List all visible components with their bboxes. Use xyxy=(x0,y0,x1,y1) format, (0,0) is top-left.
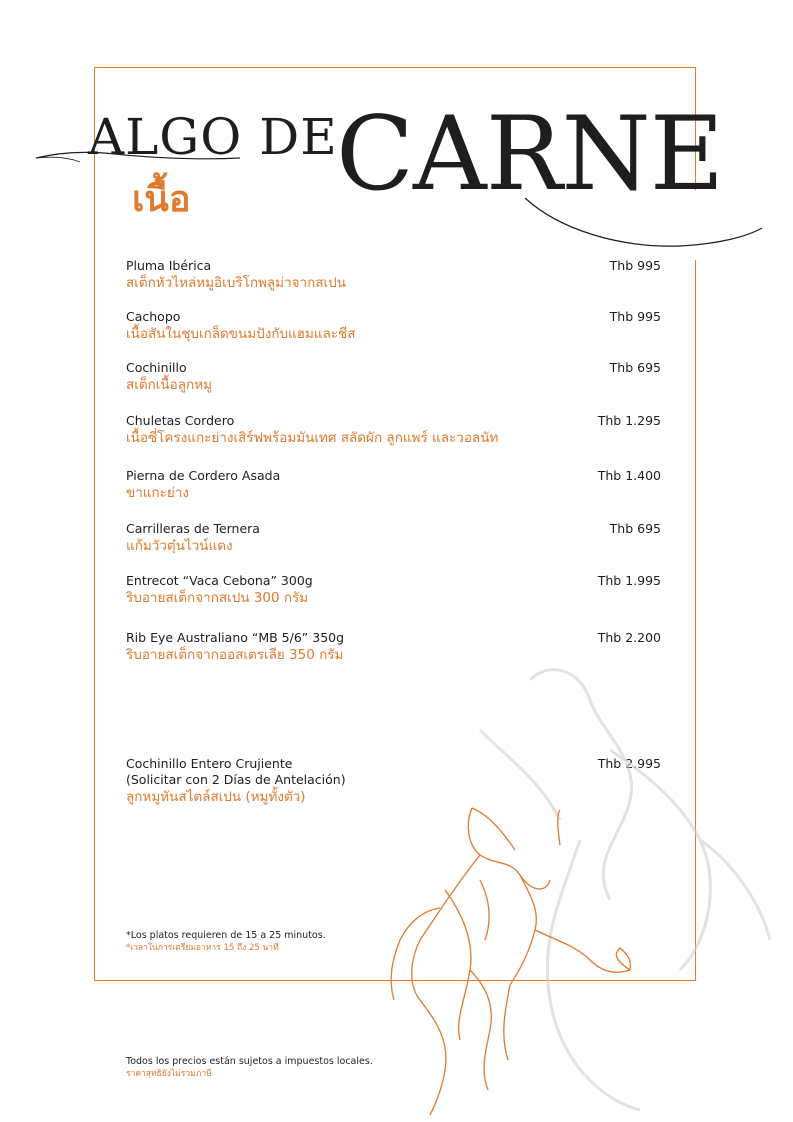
item-thai: สเต็กเนื้อลูกหมู xyxy=(126,377,212,393)
bull-illustration xyxy=(380,640,780,1120)
item-price: Thb 1.995 xyxy=(597,573,661,588)
item-price: Thb 995 xyxy=(609,258,661,273)
item-thai: เนื้อซี่โครงแกะย่างเสิร์ฟพร้อมมันเทศ สลัดผัก ลูกแพร์ และวอลนัท xyxy=(126,430,499,446)
prep-note-es: *Los platos requieren de 15 a 25 minutos. xyxy=(126,930,326,941)
item-thai: สเต็กหัวไหล่หมูอิเบริโกพลูม่าจากสเปน xyxy=(126,275,346,291)
tax-note-es: Todos los precios están sujetos a impuestos locales. xyxy=(126,1056,373,1067)
item-name: Cochinillo Entero Crujiente xyxy=(126,756,293,771)
menu-item xyxy=(126,521,661,556)
menu-item xyxy=(126,360,661,395)
tax-note xyxy=(126,1055,373,1080)
item-thai: ลูกหมูหันสไตล์สเปน (หมูทั้งตัว) xyxy=(126,789,306,805)
menu-item xyxy=(126,258,661,293)
item-name: Cochinillo xyxy=(126,360,187,375)
item-price: Thb 995 xyxy=(609,309,661,324)
item-thai: ขาแกะย่าง xyxy=(126,485,190,501)
title-carne: CARNE xyxy=(336,95,724,214)
item-thai: ริบอายสเต็กจากสเปน 300 กรัม xyxy=(126,590,309,606)
tax-note-th: ราคาสุทธิยังไม่รวมภาษี xyxy=(126,1069,212,1079)
item-price: Thb 1.295 xyxy=(597,413,661,428)
item-price: Thb 1.400 xyxy=(597,468,661,483)
item-name: Carrilleras de Ternera xyxy=(126,521,260,536)
title-thai: เนื้อ xyxy=(132,179,191,220)
menu-item xyxy=(126,573,661,608)
item-name: Entrecot “Vaca Cebona” 300g xyxy=(126,573,313,588)
title-algo-de: ALGO DE xyxy=(88,108,338,166)
item-price: Thb 695 xyxy=(609,521,661,536)
item-price: Thb 2.200 xyxy=(597,630,661,645)
item-name: Chuletas Cordero xyxy=(126,413,235,428)
item-name: Pluma Ibérica xyxy=(126,258,212,273)
menu-item xyxy=(126,309,661,344)
item-name: Rib Eye Australiano “MB 5/6” 350g xyxy=(126,630,345,645)
item-name: Cachopo xyxy=(126,309,181,324)
item-thai: เนื้อสันในชุบเกล็ดขนมปังกับแฮมและชีส xyxy=(126,326,356,342)
menu-item xyxy=(126,413,661,448)
menu-item xyxy=(126,468,661,503)
item-thai: แก้มวัวตุ๋นไวน์แดง xyxy=(126,538,233,554)
item-price: Thb 695 xyxy=(609,360,661,375)
item-price: Thb 2.995 xyxy=(597,756,661,771)
item-thai: ริบอายสเต็กจากออสเตรเลีย 350 กรัม xyxy=(126,647,344,663)
prep-note-th: *เวลาในการเตรียมอาหาร 15 ถึง 25 นาที xyxy=(126,943,279,953)
prep-time-note xyxy=(126,929,326,954)
item-name: Pierna de Cordero Asada xyxy=(126,468,281,483)
item-name-note: (Solicitar con 2 Días de Antelación) xyxy=(126,772,346,787)
